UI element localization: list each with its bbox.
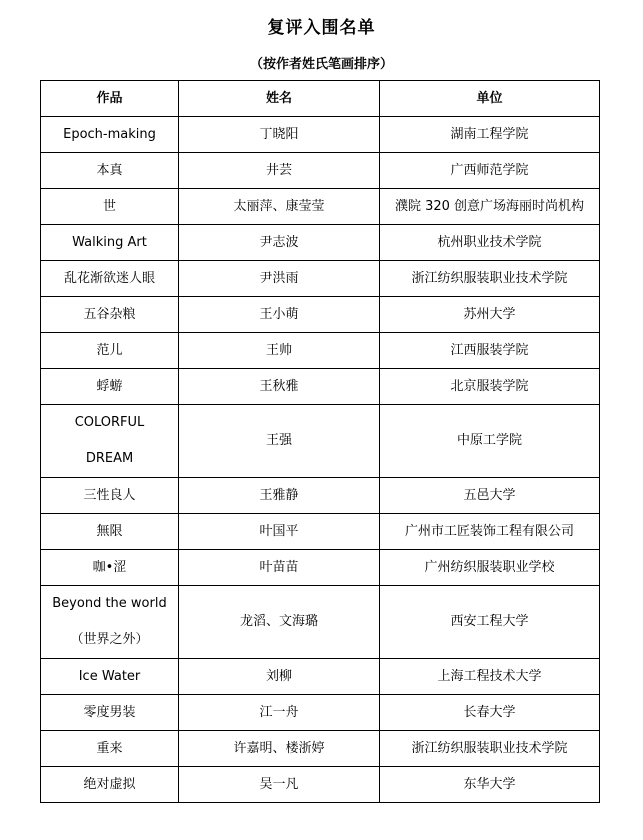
table-row <box>41 297 600 333</box>
table-body <box>41 117 600 803</box>
work-title-line: 重来 <box>96 740 123 756</box>
work-title-line: 绝对虚拟 <box>83 776 136 792</box>
cell-name: 王雅静 <box>179 478 380 514</box>
cell-work <box>41 189 179 225</box>
table-row <box>41 261 600 297</box>
cell-work <box>41 225 179 261</box>
work-title-line: 零度男装 <box>83 704 136 720</box>
cell-work <box>41 731 179 767</box>
work-title-line: 本真 <box>96 162 123 178</box>
cell-name: 丁晓阳 <box>179 117 380 153</box>
cell-work <box>41 586 179 659</box>
work-title-line: COLORFUL <box>74 415 145 430</box>
cell-unit: 江西服装学院 <box>380 333 600 369</box>
cell-unit: 濮院 320 创意广场海丽时尚机构 <box>380 189 600 225</box>
cell-unit: 苏州大学 <box>380 297 600 333</box>
cell-name: 王帅 <box>179 333 380 369</box>
cell-unit: 北京服装学院 <box>380 369 600 405</box>
work-title-line: Beyond the world <box>52 596 167 611</box>
work-title-line: 三性良人 <box>83 487 136 503</box>
cell-unit: 东华大学 <box>380 767 600 803</box>
cell-work <box>41 333 179 369</box>
cell-unit: 浙江纺织服装职业技术学院 <box>380 261 600 297</box>
cell-work <box>41 514 179 550</box>
cell-unit: 广西师范学院 <box>380 153 600 189</box>
cell-work <box>41 550 179 586</box>
table-row <box>41 695 600 731</box>
cell-name: 龙滔、文海璐 <box>179 586 380 659</box>
cell-name: 王秋雅 <box>179 369 380 405</box>
table-row <box>41 731 600 767</box>
work-title-line: Ice Water <box>78 668 141 684</box>
work-title-line: （世界之外） <box>70 632 149 647</box>
work-title-line: 乱花渐欲迷人眼 <box>63 270 155 286</box>
column-header-unit: 单位 <box>380 81 600 117</box>
cell-unit: 杭州职业技术学院 <box>380 225 600 261</box>
work-title-line: 咖•涩 <box>92 559 127 575</box>
cell-name: 叶苗苗 <box>179 550 380 586</box>
table-row <box>41 333 600 369</box>
cell-unit: 五邑大学 <box>380 478 600 514</box>
cell-name: 王强 <box>179 405 380 478</box>
work-title-line: Epoch-making <box>63 126 156 142</box>
cell-name: 叶国平 <box>179 514 380 550</box>
work-title-line: DREAM <box>85 451 134 466</box>
cell-unit: 广州市工匠装饰工程有限公司 <box>380 514 600 550</box>
column-header-work: 作品 <box>41 81 179 117</box>
cell-unit: 上海工程技术大学 <box>380 659 600 695</box>
cell-unit: 广州纺织服装职业学校 <box>380 550 600 586</box>
page-subtitle: （按作者姓氏笔画排序） <box>249 57 393 72</box>
cell-unit: 中原工学院 <box>380 405 600 478</box>
work-title-line: 蜉蝣 <box>96 378 123 394</box>
cell-unit: 浙江纺织服装职业技术学院 <box>380 731 600 767</box>
cell-work <box>41 767 179 803</box>
table-row <box>41 514 600 550</box>
cell-name: 太丽萍、康莹莹 <box>179 189 380 225</box>
table-row <box>41 153 600 189</box>
cell-work <box>41 117 179 153</box>
cell-name: 许嘉明、楼浙婷 <box>179 731 380 767</box>
work-title-line: 世 <box>102 198 116 214</box>
cell-name: 刘柳 <box>179 659 380 695</box>
cell-work <box>41 369 179 405</box>
work-title-line: 無限 <box>96 523 123 539</box>
table-row <box>41 550 600 586</box>
column-header-name: 姓名 <box>179 81 380 117</box>
cell-work <box>41 153 179 189</box>
cell-work <box>41 695 179 731</box>
cell-name: 井芸 <box>179 153 380 189</box>
results-table <box>40 80 600 803</box>
cell-work <box>41 478 179 514</box>
cell-unit: 西安工程大学 <box>380 586 600 659</box>
work-title-line: 范儿 <box>96 342 123 358</box>
cell-name: 江一舟 <box>179 695 380 731</box>
cell-work <box>41 659 179 695</box>
cell-name: 吴一凡 <box>179 767 380 803</box>
table-row <box>41 586 600 659</box>
cell-name: 尹志波 <box>179 225 380 261</box>
work-title-line: Walking Art <box>72 234 147 250</box>
cell-name: 尹洪雨 <box>179 261 380 297</box>
table-row <box>41 225 600 261</box>
cell-work <box>41 405 179 478</box>
cell-work <box>41 297 179 333</box>
cell-work <box>41 261 179 297</box>
page-title: 复评入围名单 <box>267 18 376 38</box>
cell-name: 王小萌 <box>179 297 380 333</box>
cell-unit: 湖南工程学院 <box>380 117 600 153</box>
table-row <box>41 189 600 225</box>
table-row <box>41 478 600 514</box>
work-title-line: 五谷杂粮 <box>83 306 136 322</box>
table-header-row <box>41 81 600 117</box>
table-row <box>41 369 600 405</box>
table-row <box>41 405 600 478</box>
table-row <box>41 659 600 695</box>
table-row <box>41 117 600 153</box>
cell-unit: 长春大学 <box>380 695 600 731</box>
table-row <box>41 767 600 803</box>
